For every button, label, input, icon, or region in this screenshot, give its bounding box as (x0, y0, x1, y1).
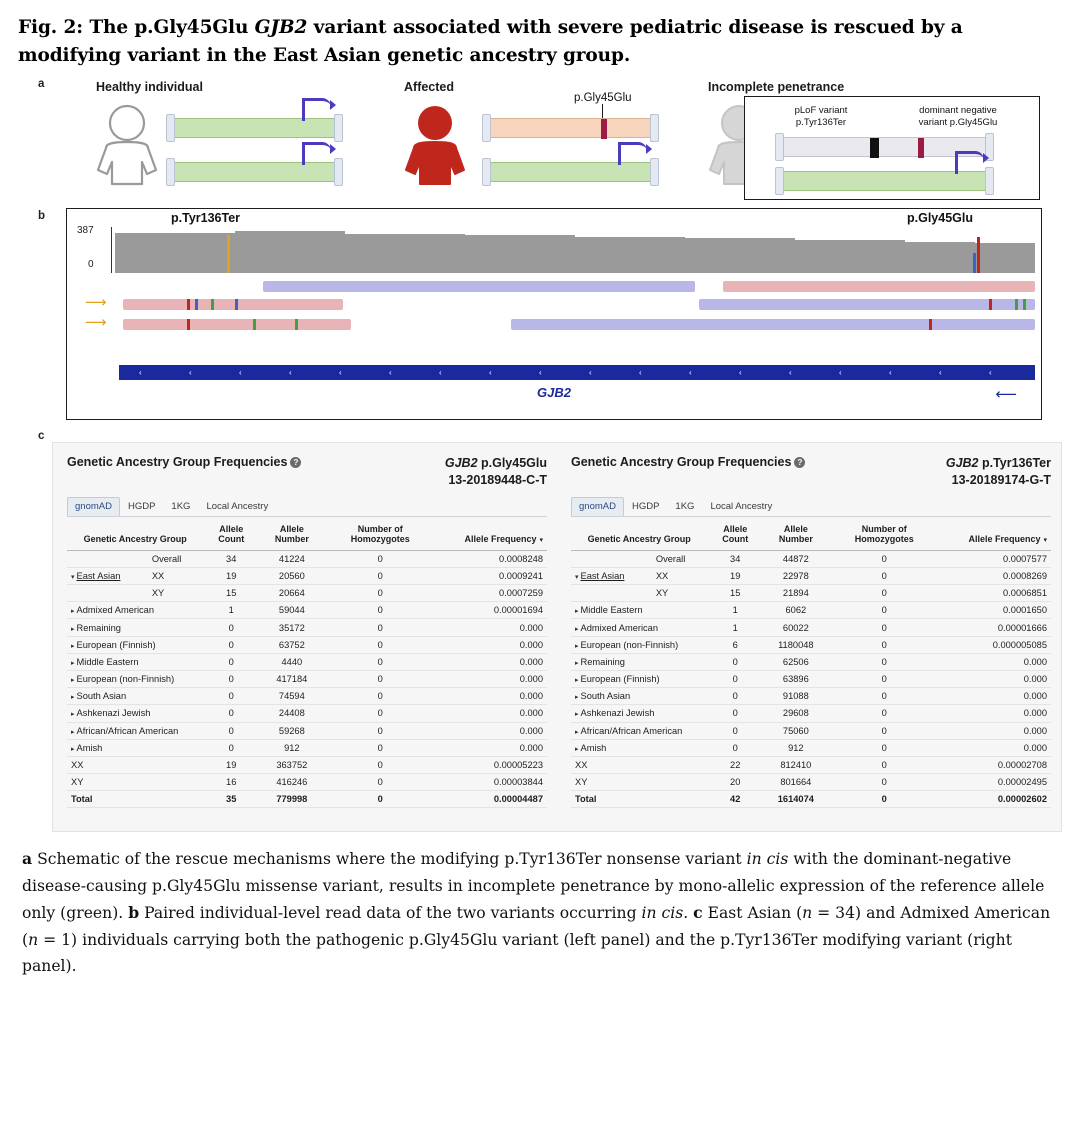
row-label[interactable]: East Asian (76, 570, 121, 581)
coverage-axis-line (111, 227, 112, 273)
row-label: Middle Eastern (76, 656, 139, 667)
panel-b-left-variant-label: p.Tyr136Ter (171, 211, 241, 226)
row-label: European (non-Finnish) (580, 639, 679, 650)
row-label: African/African American (580, 725, 683, 736)
gnomad-left-title (67, 455, 301, 469)
inset-allele-variant-cap-left (775, 133, 784, 161)
table-row[interactable]: XX 19 363752 0 0.00005223 (67, 756, 547, 773)
row-label: Ashkenazi Jewish (76, 708, 151, 719)
expand-caret-icon[interactable]: ▸ (71, 624, 75, 633)
table-row[interactable]: ▸ Middle Eastern 1 6062 0 0.0001650 (571, 602, 1051, 619)
total-label: Total (571, 791, 707, 808)
table-row[interactable]: ▸ Remaining 0 62506 0 0.000 (571, 653, 1051, 670)
expand-caret-icon[interactable]: ▸ (575, 744, 579, 753)
healthy-allele-1 (168, 118, 338, 138)
expand-caret-icon[interactable]: ▸ (575, 676, 579, 685)
coverage-track (115, 229, 1035, 273)
tab-gnomad-left[interactable]: gnomAD (67, 497, 120, 516)
gnomad-right-variant-protein: p.Tyr136Ter (978, 456, 1051, 471)
table-row[interactable]: XY 15 20664 0 0.0007259 (67, 585, 547, 602)
expand-caret-icon[interactable]: ▾ (71, 572, 75, 581)
tab-local-ancestry-left[interactable]: Local Ancestry (206, 500, 269, 512)
tab-local-ancestry-right[interactable]: Local Ancestry (710, 500, 773, 512)
inset-allele-reference-cap-left (775, 167, 784, 195)
expression-arrow-affected (618, 142, 647, 165)
table-row[interactable]: ▸ Admixed American 1 59044 0 0.00001694 (67, 602, 547, 619)
legend-a-text1: Schematic of the rescue mechanisms where the modifying p.Tyr136Ter nonsense variant (32, 850, 747, 869)
row-label: XY (71, 777, 84, 788)
tab-hgdp-left[interactable]: HGDP (127, 500, 156, 512)
gnomad-left-tabs[interactable] (67, 497, 547, 517)
legend-b-marker: b (128, 902, 140, 922)
inset-ploF-line1: pLoF variant (794, 105, 848, 117)
row-label: XY (575, 777, 588, 788)
row-label: European (Finnish) (580, 674, 660, 685)
variant-leader-line (602, 104, 603, 118)
panel-a-letter: a (38, 78, 45, 91)
panel-c-letter: c (38, 430, 45, 443)
coverage-snv-left (227, 235, 230, 273)
tab-1kg-right[interactable]: 1KG (675, 500, 695, 512)
table-row[interactable]: ▸ Amish 0 912 0 0.000 (67, 739, 547, 756)
gnomad-left-table (67, 521, 547, 809)
gnomad-left-variant-protein: p.Gly45Glu (477, 456, 547, 471)
panel-b-letter: b (38, 210, 46, 223)
inset-label-dominant-negative (895, 105, 1021, 129)
affected-allele-1-cap-right (650, 114, 659, 142)
sample-arrow-2: ⟶ (85, 313, 107, 332)
affected-allele-1 (484, 118, 654, 138)
gnomad-left-title-text: Genetic Ancestry Group Frequencies (67, 455, 288, 470)
col-number-homozygotes[interactable]: Number of Homozygotes (829, 521, 940, 550)
row-label: Remaining (76, 622, 121, 633)
read-row3-blue (511, 319, 1035, 330)
legend-c-text1: East Asian ( (702, 903, 803, 922)
legend-c-text2: = 34) and Admixed American ( (22, 903, 1051, 949)
table-row[interactable]: Overall 34 44872 0 0.0007577 (571, 550, 1051, 567)
read-row1-blue (263, 281, 695, 292)
table-row[interactable]: ▸ European (non-Finnish) 0 417184 0 0.000 (67, 670, 547, 687)
gnomad-panel-right (557, 443, 1061, 831)
panel-c (18, 430, 1062, 834)
col-allele-number[interactable]: Allele Number (259, 521, 325, 550)
row-label: Admixed American (76, 605, 155, 616)
gene-direction-arrow-icon: ⟵ (995, 385, 1017, 404)
expand-caret-icon[interactable]: ▸ (71, 676, 75, 685)
expand-caret-icon[interactable]: ▸ (575, 693, 579, 702)
total-label: Total (67, 791, 203, 808)
help-icon[interactable]: ? (794, 457, 805, 468)
panel-b (18, 208, 1062, 426)
row-label: South Asian (76, 691, 127, 702)
gnomad-right-variant-id: 13-20189174-G-T (951, 473, 1051, 488)
inset-ploF-mark (870, 138, 879, 158)
table-row[interactable]: ▸ Ashkenazi Jewish 0 29608 0 0.000 (571, 705, 1051, 722)
col-allele-frequency[interactable]: Allele Frequency ▾ (436, 521, 547, 550)
row-label: European (Finnish) (76, 639, 156, 650)
inset-dn-line2: variant p.Gly45Glu (918, 117, 998, 129)
table-row[interactable]: ▸ Amish 0 912 0 0.000 (571, 739, 1051, 756)
legend-c-marker: c (693, 902, 703, 922)
table-row[interactable]: XY 16 416246 0 0.00003844 (67, 774, 547, 791)
table-row[interactable]: Overall 34 41224 0 0.0008248 (67, 550, 547, 567)
sample-arrow-1: ⟶ (85, 293, 107, 312)
table-row[interactable]: XX 22 812410 0 0.00002708 (571, 756, 1051, 773)
gnomad-right-tabs[interactable] (571, 497, 1051, 517)
tab-gnomad-right[interactable]: gnomAD (571, 497, 624, 516)
col-allele-count[interactable]: Allele Count (707, 521, 763, 550)
inset-allele-reference-cap-right (985, 167, 994, 195)
affected-allele-1-variant-mark (601, 119, 607, 139)
read-row2-pink (123, 299, 343, 310)
col-genetic-ancestry-group[interactable]: Genetic Ancestry Group (571, 521, 707, 550)
legend-c-text3: = 1) individuals carrying both the pathogenic p.Gly45Glu variant (left panel) and the p.Tyr136Ter modifying variant (right panel). (22, 930, 1012, 976)
row-label: Ashkenazi Jewish (580, 708, 655, 719)
expand-caret-icon[interactable]: ▸ (71, 744, 75, 753)
inset-allele-reference (777, 171, 989, 191)
legend-a-marker: a (22, 849, 33, 869)
healthy-allele-2-cap-left (166, 158, 175, 186)
gnomad-left-table-body (67, 550, 547, 808)
table-row[interactable]: ▸ Middle Eastern 0 4440 0 0.000 (67, 653, 547, 670)
expression-arrow-healthy-1 (302, 98, 331, 121)
table-row[interactable]: ▸ European (Finnish) 0 63896 0 0.000 (571, 670, 1051, 687)
expand-caret-icon[interactable]: ▸ (71, 658, 75, 667)
tab-hgdp-right[interactable]: HGDP (631, 500, 660, 512)
healthy-allele-2 (168, 162, 338, 182)
panel-b-right-variant-label: p.Gly45Glu (907, 211, 973, 226)
gnomad-right-title-text: Genetic Ancestry Group Frequencies (571, 455, 792, 470)
affected-allele-2-cap-left (482, 158, 491, 186)
legend-b-text1: Paired individual-level read data of the two variants occurring (139, 903, 642, 922)
row-label: Amish (580, 742, 607, 753)
tab-1kg-left[interactable]: 1KG (171, 500, 191, 512)
affected-allele-1-cap-left (482, 114, 491, 142)
inset-ploF-line2: p.Tyr136Ter (795, 117, 847, 129)
read-row3-pink (123, 319, 351, 330)
row-label: Overall (652, 550, 708, 567)
row-label: Remaining (580, 656, 625, 667)
gnomad-right-title (571, 455, 805, 469)
col-genetic-ancestry-group[interactable]: Genetic Ancestry Group (67, 521, 203, 550)
legend-in-cis-1: in cis (746, 850, 789, 869)
panel-a-column-healthy: Healthy individual (96, 80, 203, 95)
gene-track: ‹ ‹ ‹ ‹ ‹ ‹ ‹ ‹ ‹ ‹ ‹ ‹ ‹ ‹ ‹ ‹ ‹ ‹ (119, 365, 1035, 380)
coverage-axis (77, 225, 94, 271)
row-label: Overall (148, 550, 204, 567)
figure-legend (22, 846, 1058, 980)
expand-caret-icon[interactable]: ▸ (71, 727, 75, 736)
healthy-allele-1-cap-left (166, 114, 175, 142)
figure-body (18, 78, 1062, 834)
figure-title-part2: variant associated with severe pediatric disease is rescued (307, 17, 915, 38)
expand-caret-icon[interactable]: ▸ (71, 693, 75, 702)
figure-title (18, 14, 1062, 70)
healthy-allele-2-cap-right (334, 158, 343, 186)
gnomad-right-variant-gene: GJB2 (945, 456, 979, 471)
row-label[interactable]: East Asian (580, 570, 625, 581)
expand-caret-icon[interactable]: ▸ (575, 607, 579, 616)
figure-title-part1: Fig. 2: The p.Gly45Glu (18, 17, 255, 38)
col-allele-number[interactable]: Allele Number (763, 521, 829, 550)
legend-b-text2: . (683, 903, 694, 922)
table-row[interactable]: ▾ East Asian XX 19 22978 0 0.0008269 (571, 567, 1051, 584)
expand-caret-icon[interactable]: ▸ (575, 624, 579, 633)
read-row2-blue (699, 299, 1035, 310)
col-allele-frequency[interactable]: Allele Frequency ▾ (940, 521, 1051, 550)
expand-caret-icon[interactable]: ▸ (575, 641, 579, 650)
table-total-row: Total 35 779998 0 0.00004487 (67, 791, 547, 808)
expand-caret-icon[interactable]: ▸ (71, 710, 75, 719)
legend-in-cis-2: in cis (641, 903, 684, 922)
inset-dn-line1: dominant negative (919, 105, 997, 117)
row-label: African/African American (76, 725, 179, 736)
gnomad-left-variant-id: 13-20189448-C-T (448, 473, 547, 488)
gnomad-left-header (67, 455, 547, 489)
col-allele-count[interactable]: Allele Count (203, 521, 259, 550)
panel-a-column-affected: Affected (404, 80, 455, 95)
expand-caret-icon[interactable]: ▸ (575, 658, 579, 667)
gnomad-panel-left (53, 443, 557, 831)
row-label: Middle Eastern (580, 605, 643, 616)
expression-arrow-healthy-2 (302, 142, 331, 165)
figure-title-line2: by a modifying variant in the East Asian genetic ancestry group. (18, 17, 963, 67)
incomplete-penetrance-inset (744, 96, 1040, 200)
table-row[interactable]: ▸ African/African American 0 75060 0 0.000 (571, 722, 1051, 739)
coverage-max-label: 387 (77, 225, 94, 237)
gnomad-right-variant (946, 455, 1051, 489)
affected-person-icon (398, 104, 472, 191)
figure-title-gene: GJB2 (254, 17, 308, 38)
row-label: XX (575, 760, 588, 770)
table-row[interactable]: ▸ South Asian 0 74594 0 0.000 (67, 688, 547, 705)
gnomad-tables (52, 442, 1062, 832)
table-row[interactable]: ▾ East Asian XX 19 20560 0 0.0009241 (67, 567, 547, 584)
legend-n-1: n (802, 903, 813, 922)
table-row[interactable]: ▸ Admixed American 1 60022 0 0.00001666 (571, 619, 1051, 636)
table-total-row: Total 42 1614074 0 0.00002602 (571, 791, 1051, 808)
expression-arrow-inset (955, 151, 984, 174)
expand-caret-icon[interactable]: ▸ (71, 641, 75, 650)
gnomad-left-variant-gene: GJB2 (444, 456, 478, 471)
table-header-row (67, 521, 547, 550)
inset-label-ploF (773, 105, 869, 129)
gnomad-right-table (571, 521, 1051, 809)
legend-n-2: n (28, 930, 39, 949)
legend-a-text2: with the dominant-negative disease-causing p.Gly45Glu missense variant, results in incomplete penetrance by mono-allelic expression of the reference allele only (green). (22, 850, 1045, 922)
table-row[interactable]: ▸ Remaining 0 35172 0 0.000 (67, 619, 547, 636)
table-header-row (571, 521, 1051, 550)
table-row[interactable]: ▸ European (non-Finnish) 6 1180048 0 0.000005085 (571, 636, 1051, 653)
inset-dn-variant-mark (918, 138, 924, 158)
affected-allele-2 (484, 162, 654, 182)
panel-a (18, 78, 1062, 206)
table-row[interactable]: XY 20 801664 0 0.00002495 (571, 774, 1051, 791)
igv-read-viewer (66, 208, 1042, 420)
row-label: Amish (76, 742, 103, 753)
table-row[interactable]: ▸ European (Finnish) 0 63752 0 0.000 (67, 636, 547, 653)
expand-caret-icon[interactable]: ▾ (575, 572, 579, 581)
gnomad-right-table-body (571, 550, 1051, 808)
row-label: European (non-Finnish) (76, 674, 175, 685)
expand-caret-icon[interactable]: ▸ (71, 607, 75, 616)
coverage-min-label: 0 (88, 259, 94, 271)
coverage-snv-right (977, 237, 980, 273)
panel-a-column-incomplete: Incomplete penetrance (708, 80, 845, 95)
healthy-allele-1-cap-right (334, 114, 343, 142)
row-label: South Asian (580, 691, 631, 702)
table-row[interactable]: XY 15 21894 0 0.0006851 (571, 585, 1051, 602)
gene-track-label: GJB2 (537, 385, 571, 401)
panel-a-variant-label: p.Gly45Glu (574, 92, 632, 105)
col-number-homozygotes[interactable]: Number of Homozygotes (325, 521, 436, 550)
table-row[interactable]: ▸ African/African American 0 59268 0 0.000 (67, 722, 547, 739)
gnomad-right-header (571, 455, 1051, 489)
affected-allele-2-cap-right (650, 158, 659, 186)
row-label: XX (71, 760, 84, 770)
table-row[interactable]: ▸ Ashkenazi Jewish 0 24408 0 0.000 (67, 705, 547, 722)
table-row[interactable]: ▸ South Asian 0 91088 0 0.000 (571, 688, 1051, 705)
row-label: Admixed American (580, 622, 659, 633)
read-row1b-pink (723, 281, 1035, 292)
expand-caret-icon[interactable]: ▸ (575, 727, 579, 736)
help-icon[interactable]: ? (290, 457, 301, 468)
expand-caret-icon[interactable]: ▸ (575, 710, 579, 719)
gnomad-left-variant (445, 455, 547, 489)
healthy-person-icon (90, 104, 164, 191)
